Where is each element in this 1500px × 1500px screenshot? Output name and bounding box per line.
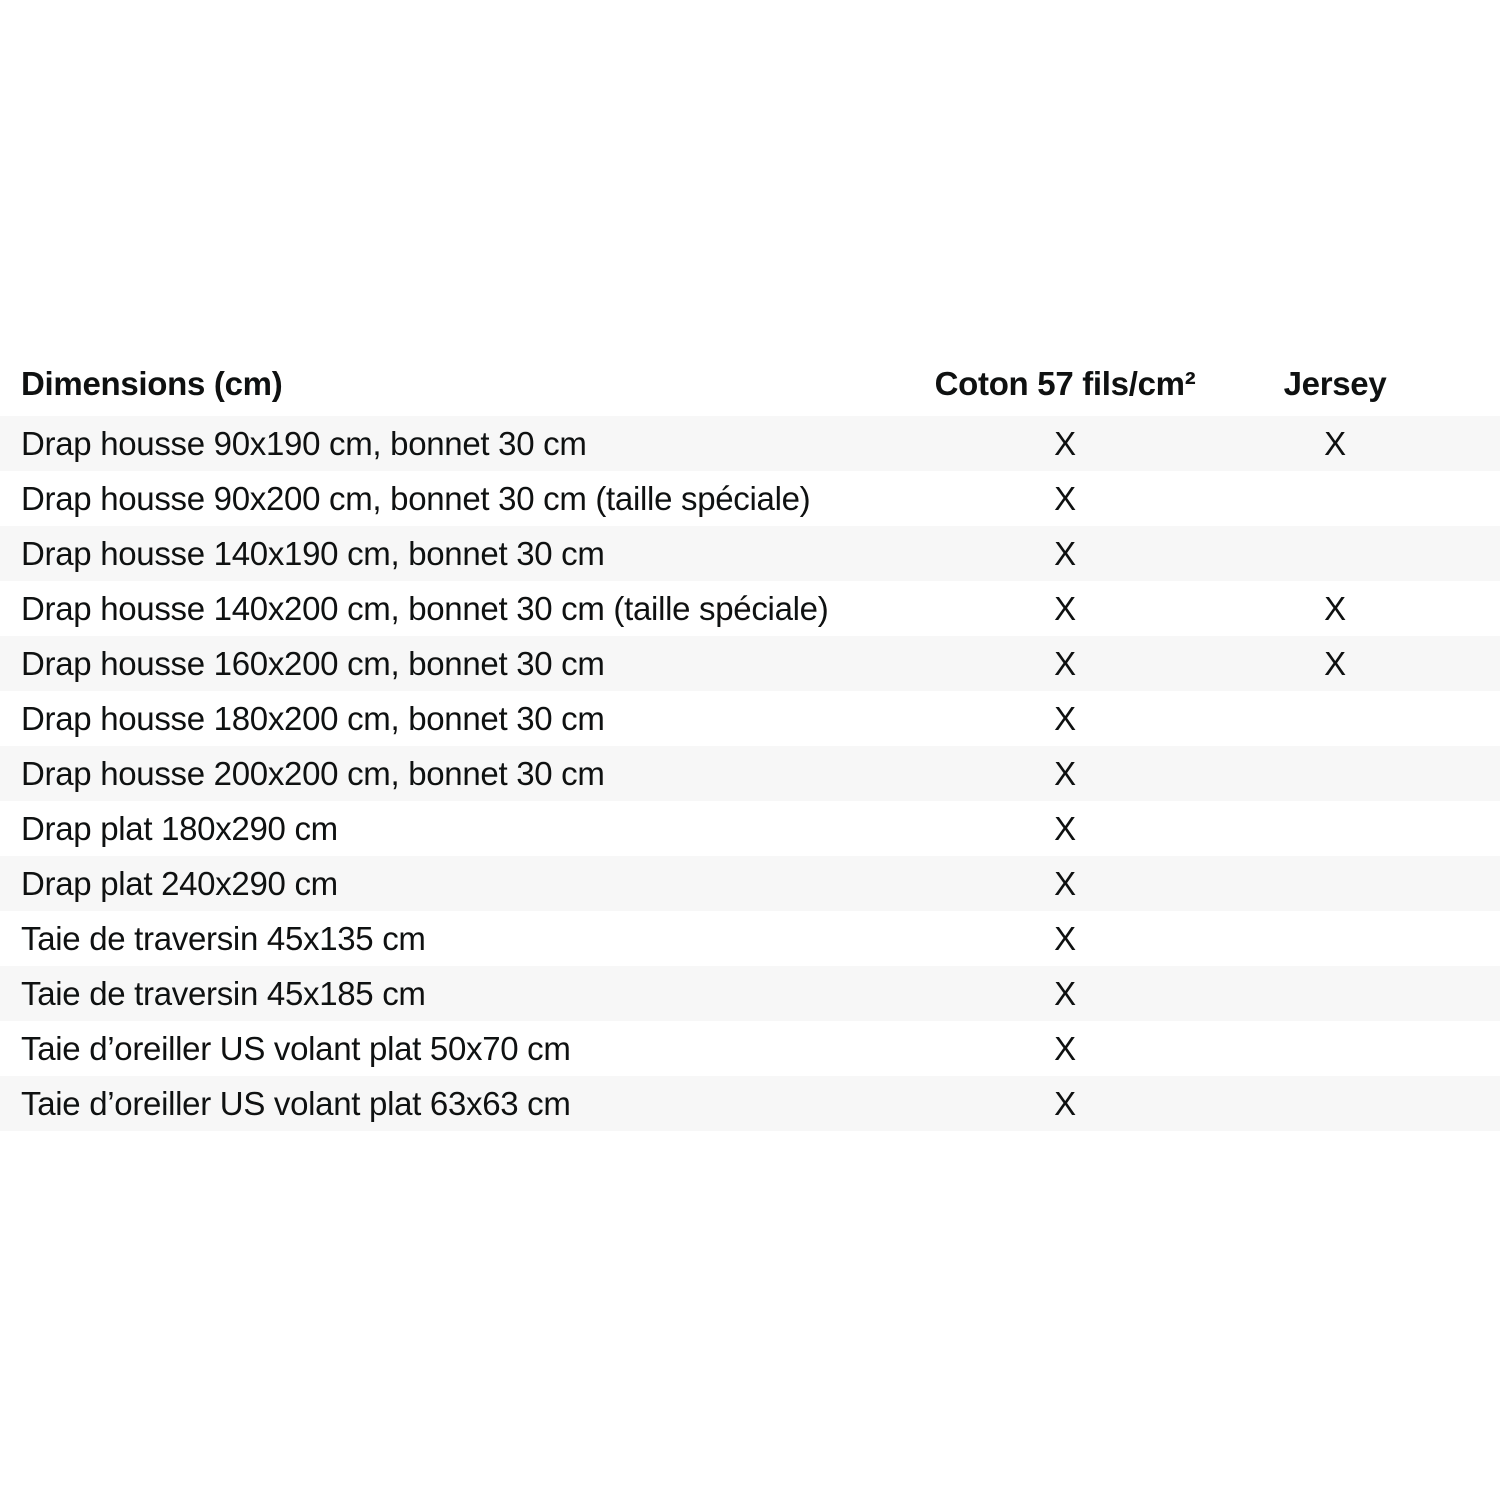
jersey-mark: X — [1324, 644, 1346, 682]
table-row — [0, 636, 1500, 691]
coton-mark: X — [1054, 919, 1076, 957]
table-row — [0, 856, 1500, 911]
row-label: Drap housse 90x190 cm, bonnet 30 cm — [21, 424, 587, 462]
table-row — [0, 526, 1500, 581]
table-body — [0, 416, 1500, 1131]
table-row — [0, 1021, 1500, 1076]
size-comparison-table — [0, 352, 1500, 1131]
coton-mark: X — [1054, 809, 1076, 847]
row-label: Taie d’oreiller US volant plat 63x63 cm — [21, 1084, 571, 1122]
coton-mark: X — [1054, 864, 1076, 902]
row-label: Drap plat 240x290 cm — [21, 864, 338, 902]
column-header-coton: Coton 57 fils/cm² — [934, 365, 1196, 402]
jersey-mark: X — [1324, 424, 1346, 462]
row-label: Taie d’oreiller US volant plat 50x70 cm — [21, 1029, 571, 1067]
row-label: Drap housse 180x200 cm, bonnet 30 cm — [21, 699, 605, 737]
coton-mark: X — [1054, 479, 1076, 517]
table-row — [0, 416, 1500, 471]
table-row — [0, 911, 1500, 966]
row-label: Taie de traversin 45x185 cm — [21, 974, 426, 1012]
row-label: Drap housse 200x200 cm, bonnet 30 cm — [21, 754, 605, 792]
table-row — [0, 966, 1500, 1021]
column-header-dimensions: Dimensions (cm) — [21, 365, 283, 402]
coton-mark: X — [1054, 1029, 1076, 1067]
row-label: Drap plat 180x290 cm — [21, 809, 338, 847]
table-header-row — [0, 352, 1500, 416]
coton-mark: X — [1054, 534, 1076, 572]
row-label: Drap housse 140x200 cm, bonnet 30 cm (taille spéciale) — [21, 589, 829, 627]
table-row — [0, 801, 1500, 856]
table-row — [0, 581, 1500, 636]
coton-mark: X — [1054, 644, 1076, 682]
table-row — [0, 471, 1500, 526]
table-row — [0, 691, 1500, 746]
column-header-jersey: Jersey — [1283, 365, 1387, 402]
row-label: Drap housse 140x190 cm, bonnet 30 cm — [21, 534, 605, 572]
table-row — [0, 746, 1500, 801]
coton-mark: X — [1054, 424, 1076, 462]
coton-mark: X — [1054, 974, 1076, 1012]
coton-mark: X — [1054, 754, 1076, 792]
row-label: Drap housse 160x200 cm, bonnet 30 cm — [21, 644, 605, 682]
jersey-mark: X — [1324, 589, 1346, 627]
row-label: Taie de traversin 45x135 cm — [21, 919, 426, 957]
coton-mark: X — [1054, 699, 1076, 737]
coton-mark: X — [1054, 589, 1076, 627]
row-label: Drap housse 90x200 cm, bonnet 30 cm (taille spéciale) — [21, 479, 811, 517]
coton-mark: X — [1054, 1084, 1076, 1122]
table-row — [0, 1076, 1500, 1131]
